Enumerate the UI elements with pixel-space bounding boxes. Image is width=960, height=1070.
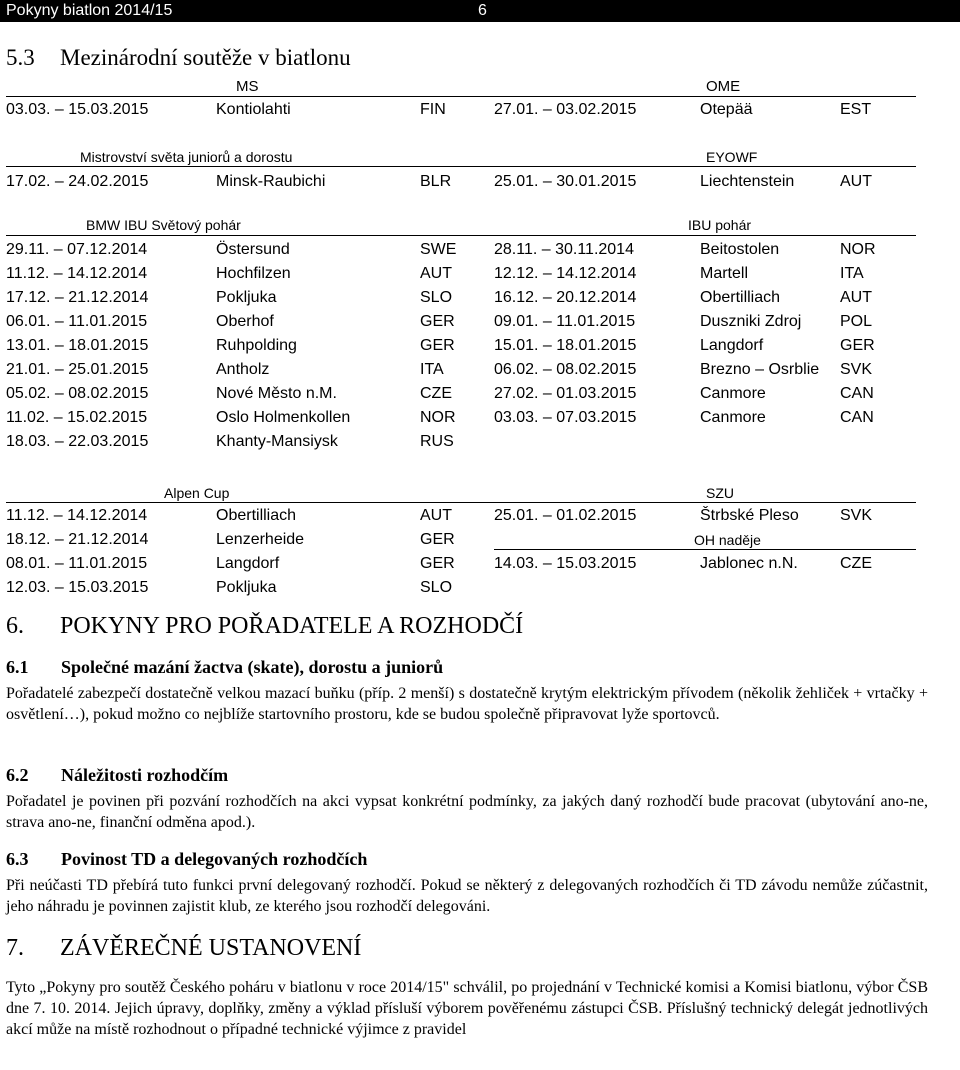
country-cell: GER: [420, 555, 455, 572]
worldcup-heading: BMW IBU Světový pohár: [86, 217, 241, 233]
date-cell: 27.02. – 01.03.2015: [494, 385, 637, 402]
venue-cell: Beitostolen: [700, 241, 780, 258]
table-row: [6, 358, 916, 382]
oh-nadeje-heading: OH naděje: [694, 532, 761, 548]
venue-cell: Jablonec n.N.: [700, 555, 798, 572]
divider: [6, 96, 916, 97]
country-cell: SWE: [420, 241, 457, 258]
country-cell: NOR: [420, 409, 456, 426]
table-row: [6, 576, 916, 600]
date-cell: 12.03. – 15.03.2015: [6, 579, 149, 596]
section-5-3-heading: [6, 44, 351, 72]
venue-cell: Otepää: [700, 101, 753, 118]
section-7-heading: [6, 934, 361, 962]
country-cell: AUT: [840, 289, 872, 306]
date-cell: 21.01. – 25.01.2015: [6, 361, 149, 378]
section-7-text: Tyto „Pokyny pro soutěž Českého poháru v biatlonu v roce 2014/15" schválil, po projednání v Technické komisi a Komisi biatlonu, výbor ČSB dne 7. 10. 2014. Jejich úpravy, doplňky, změny a výklad přísluší výborem pověřenému zástupci ČSB. Příslušný technický delegát jednotlivých akcí může na místě rozhodnout o případné technické výjimce z pravidel: [6, 979, 928, 1038]
section-6-2-text: Pořadatel je povinen při pozvání rozhodčích na akci vypsat konkrétní podmínky, za jakých daný rozhodčí bude pracovat (ubytování ano-ne, strava ano-ne, finanční odměna apod.).: [6, 793, 928, 831]
divider: [6, 166, 916, 167]
table-row: [6, 310, 916, 334]
ome-heading: OME: [706, 78, 741, 95]
date-cell: 03.03. – 15.03.2015: [6, 101, 149, 118]
date-cell: 11.12. – 14.12.2014: [6, 265, 148, 282]
date-cell: 16.12. – 20.12.2014: [494, 289, 637, 306]
country-cell: BLR: [420, 173, 452, 190]
eyowf-heading: EYOWF: [706, 149, 758, 165]
alpencup-table: [6, 504, 916, 600]
document-title: Pokyny biatlon 2014/15: [6, 2, 173, 19]
date-cell: 25.01. – 30.01.2015: [494, 173, 637, 190]
country-cell: AUT: [840, 173, 872, 190]
venue-cell: Östersund: [216, 241, 290, 258]
date-cell: 18.03. – 22.03.2015: [6, 433, 149, 450]
date-cell: 17.12. – 21.12.2014: [6, 289, 149, 306]
country-cell: SVK: [840, 361, 873, 378]
venue-cell: Langdorf: [700, 337, 764, 354]
section-6-3-heading: [6, 848, 367, 870]
table-row: [6, 430, 916, 454]
date-cell: 27.01. – 03.02.2015: [494, 101, 637, 118]
section-title: POKYNY PRO POŘADATELE A ROZHODČÍ: [60, 613, 524, 639]
venue-cell: Canmore: [700, 385, 766, 402]
section-number: 6.1: [6, 657, 29, 677]
date-cell: 17.02. – 24.02.2015: [6, 173, 149, 190]
venue-cell: Kontiolahti: [216, 101, 291, 118]
section-number: 6.: [6, 613, 24, 639]
country-cell: RUS: [420, 433, 454, 450]
date-cell: 05.02. – 08.02.2015: [6, 385, 149, 402]
venue-cell: Minsk-Raubichi: [216, 173, 326, 190]
date-cell: 06.01. – 11.01.2015: [6, 313, 148, 330]
date-cell: 18.12. – 21.12.2014: [6, 531, 149, 548]
section-number: 5.3: [6, 45, 35, 70]
section-number: 6.2: [6, 765, 29, 785]
table-row: [6, 382, 916, 406]
country-cell: AUT: [420, 507, 452, 524]
table-row: [6, 98, 916, 122]
country-cell: FIN: [420, 101, 446, 118]
date-cell: 25.01. – 01.02.2015: [494, 507, 637, 524]
country-cell: SLO: [420, 289, 453, 306]
venue-cell: Brezno – Osrblie: [700, 361, 820, 378]
country-cell: SLO: [420, 579, 453, 596]
date-cell: 28.11. – 30.11.2014: [494, 241, 634, 258]
venue-cell: Antholz: [216, 361, 270, 378]
country-cell: CAN: [840, 409, 874, 426]
page-header: [0, 0, 960, 22]
venue-cell: Obertilliach: [216, 507, 297, 524]
venue-cell: Pokljuka: [216, 289, 277, 306]
section-title: ZÁVĚREČNÉ USTANOVENÍ: [60, 935, 362, 961]
page-number: 6: [478, 2, 487, 19]
date-cell: 11.02. – 15.02.2015: [6, 409, 148, 426]
date-cell: 12.12. – 14.12.2014: [494, 265, 637, 282]
venue-cell: Hochfilzen: [216, 265, 291, 282]
section-title: Společné mazání žactva (skate), dorostu a juniorů: [61, 657, 444, 677]
section-number: 7.: [6, 935, 24, 961]
table-row: [6, 504, 916, 528]
table-row: [6, 286, 916, 310]
divider: [6, 235, 916, 236]
date-cell: 14.03. – 15.03.2015: [494, 555, 637, 572]
venue-cell: Langdorf: [216, 555, 280, 572]
venue-cell: Liechtenstein: [700, 173, 795, 190]
section-6-1-text: Pořadatelé zabezpečí dostatečně velkou mazací buňku (příp. 2 menší) s dostatečně krytým elektrickým přívodem (několik žehliček + vrtačky + osvětlení…), pokud možno co nejblíže startovního prostoru, kde se budou společně připravovat lyže sportovců.: [6, 685, 928, 723]
table-row: [6, 170, 916, 194]
alpencup-heading: Alpen Cup: [164, 485, 230, 501]
ms-heading: MS: [236, 78, 259, 95]
venue-cell: Lenzerheide: [216, 531, 305, 548]
date-cell: 11.12. – 14.12.2014: [6, 507, 148, 524]
section-title: Náležitosti rozhodčím: [61, 765, 229, 785]
szu-heading: SZU: [706, 485, 734, 501]
country-cell: GER: [420, 531, 455, 548]
country-cell: GER: [420, 313, 455, 330]
country-cell: EST: [840, 101, 872, 118]
section-title: Povinost TD a delegovaných rozhodčích: [61, 849, 368, 869]
country-cell: ITA: [840, 265, 864, 282]
venue-cell: Štrbské Pleso: [700, 507, 799, 524]
table-row: [6, 238, 916, 262]
section-6-2-heading: [6, 764, 228, 786]
date-cell: 03.03. – 07.03.2015: [494, 409, 637, 426]
country-cell: ITA: [420, 361, 444, 378]
ibucup-heading: IBU pohár: [688, 217, 752, 233]
section-6-heading: [6, 612, 523, 640]
table-row: [6, 552, 916, 576]
venue-cell: Obertilliach: [700, 289, 781, 306]
section-title: Mezinárodní soutěže v biatlonu: [60, 45, 351, 70]
date-cell: 06.02. – 08.02.2015: [494, 361, 637, 378]
country-cell: GER: [420, 337, 455, 354]
mj-eyowf-table: [6, 170, 916, 194]
venue-cell: Canmore: [700, 409, 766, 426]
venue-cell: Nové Město n.M.: [216, 385, 337, 402]
worldcup-table: [6, 238, 916, 454]
divider: [494, 549, 916, 550]
country-cell: AUT: [420, 265, 452, 282]
table-row: [6, 406, 916, 430]
section-6-1-heading: [6, 656, 443, 678]
table-row: [6, 262, 916, 286]
country-cell: SVK: [840, 507, 873, 524]
country-cell: NOR: [840, 241, 876, 258]
date-cell: 09.01. – 11.01.2015: [494, 313, 636, 330]
table-row: [6, 334, 916, 358]
date-cell: 13.01. – 18.01.2015: [6, 337, 149, 354]
date-cell: 08.01. – 11.01.2015: [6, 555, 148, 572]
ms-ome-table: [6, 98, 916, 122]
country-cell: CZE: [420, 385, 452, 402]
date-cell: 15.01. – 18.01.2015: [494, 337, 637, 354]
venue-cell: Oberhof: [216, 313, 274, 330]
venue-cell: Oslo Holmenkollen: [216, 409, 351, 426]
country-cell: GER: [840, 337, 875, 354]
venue-cell: Martell: [700, 265, 749, 282]
venue-cell: Ruhpolding: [216, 337, 297, 354]
venue-cell: Duszniki Zdroj: [700, 313, 802, 330]
mj-heading: Mistrovství světa juniorů a dorostu: [80, 149, 293, 165]
country-cell: CAN: [840, 385, 874, 402]
section-number: 6.3: [6, 849, 29, 869]
venue-cell: Pokljuka: [216, 579, 277, 596]
section-6-3-text: Při neúčasti TD přebírá tuto funkci první delegovaný rozhodčí. Pokud se některý z delegovaných rozhodčích či TD závodu nemůže zúčastnit, jeho náhradu je povinnen zajistit klub, ze kterého jsou rozhodčí delegováni.: [6, 877, 928, 915]
country-cell: POL: [840, 313, 873, 330]
country-cell: CZE: [840, 555, 872, 572]
date-cell: 29.11. – 07.12.2014: [6, 241, 148, 258]
divider: [6, 502, 916, 503]
venue-cell: Khanty-Mansiysk: [216, 433, 338, 450]
